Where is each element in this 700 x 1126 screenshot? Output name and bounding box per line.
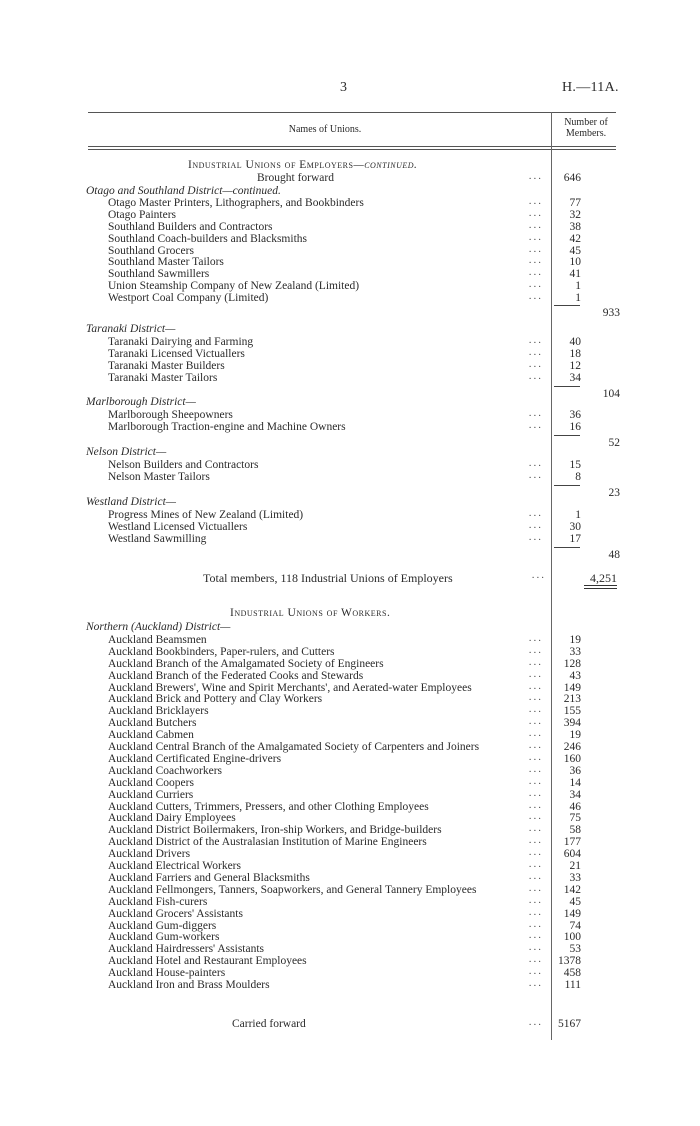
workers-row-9-label: Auckland Central Branch of the Amalgamated Society of Carpenters and Joiners <box>108 741 480 753</box>
westland-subtotal-rule <box>554 547 580 548</box>
nelson-row-1 <box>0 468 700 483</box>
marlborough-row-0-label: Marlborough Sheepowners <box>108 408 233 421</box>
employers-heading-cont: —continued. <box>353 159 418 171</box>
workers-row-28-label: Auckland House-painters <box>108 967 226 980</box>
workers-row-10-leader: ... <box>528 750 543 763</box>
marlborough-row-1-value: 16 <box>569 420 581 433</box>
workers-row-6-label: Auckland Bricklayers <box>108 705 209 718</box>
workers-row-18-value: 604 <box>563 848 581 861</box>
workers-row-23-leader: ... <box>528 905 543 918</box>
workers-row-26 <box>0 943 700 955</box>
workers-row-2-value: 128 <box>563 657 581 670</box>
district-taranaki-label: Taranaki District— <box>86 323 176 335</box>
otago-row-7-leader: ... <box>528 278 543 291</box>
workers-row-4-value: 149 <box>563 681 581 694</box>
workers-row-25-label: Auckland Gum-workers <box>108 931 220 944</box>
names-column-header: Names of Unions. <box>288 124 362 135</box>
workers-row-0-value: 19 <box>569 633 581 646</box>
westland-row-2 <box>0 530 700 545</box>
workers-heading-text: Industrial Unions of Workers. <box>230 607 391 619</box>
otago-row-3-label: Southland Coach-builders and Blacksmiths <box>108 232 307 245</box>
workers-row-10 <box>0 750 700 765</box>
workers-row-12-leader: ... <box>528 774 543 787</box>
members-header-line1: Number of <box>564 117 608 128</box>
employers-heading-text: Industrial Unions of Employers <box>188 159 354 171</box>
workers-row-18 <box>0 848 700 860</box>
document-reference: H.—11A. <box>562 80 619 95</box>
workers-row-16-value: 58 <box>569 824 581 837</box>
workers-row-22 <box>0 893 700 908</box>
district-otago-label: Otago and Southland District—continued. <box>86 185 281 197</box>
workers-row-3-value: 43 <box>569 669 581 682</box>
otago-row-1 <box>0 206 700 221</box>
workers-row-18-leader: ... <box>528 846 543 859</box>
workers-row-5-value: 213 <box>563 693 581 706</box>
workers-row-17-value: 177 <box>563 836 581 849</box>
westland-row-1-value: 30 <box>569 520 581 533</box>
otago-row-0-value: 77 <box>569 196 581 209</box>
table-header-rule <box>88 146 616 147</box>
workers-row-23-value: 149 <box>563 907 581 920</box>
westland-row-0-label: Progress Mines of New Zealand (Limited) <box>108 508 304 521</box>
workers-row-21 <box>0 881 700 896</box>
workers-row-29-leader: ... <box>528 977 543 989</box>
district-marlborough <box>0 396 700 408</box>
workers-row-16-leader: ... <box>528 822 543 835</box>
taranaki-row-1-label: Taranaki Licensed Victuallers <box>108 347 245 360</box>
otago-row-5-leader: ... <box>528 254 543 267</box>
workers-row-16 <box>0 824 700 836</box>
workers-row-11 <box>0 762 700 777</box>
marlborough-row-0-value: 36 <box>569 408 581 421</box>
otago-row-1-value: 32 <box>569 208 581 221</box>
nelson-subtotal: 23 <box>608 486 620 499</box>
workers-row-20-label: Auckland Farriers and General Blacksmiths <box>108 871 310 884</box>
taranaki-row-0-label: Taranaki Dairying and Farming <box>108 335 254 348</box>
workers-row-27-value: 1378 <box>558 955 581 968</box>
workers-row-14-leader: ... <box>528 798 543 811</box>
workers-row-14 <box>0 798 700 813</box>
workers-row-0-leader: ... <box>528 631 543 644</box>
westland-row-2-leader: ... <box>528 530 543 543</box>
workers-row-28 <box>0 967 700 979</box>
otago-row-5-label: Southland Master Tailors <box>108 256 224 269</box>
workers-row-4 <box>0 679 700 694</box>
workers-row-5-leader: ... <box>528 691 543 704</box>
taranaki-row-0 <box>0 333 700 348</box>
taranaki-row-3 <box>0 369 700 384</box>
brought-forward <box>0 172 700 184</box>
workers-row-17-leader: ... <box>528 834 543 847</box>
workers-row-29-label: Auckland Iron and Brass Moulders <box>108 979 270 991</box>
nelson-row-1-label: Nelson Master Tailors <box>108 470 210 483</box>
otago-row-8-leader: ... <box>528 290 543 303</box>
workers-row-10-value: 160 <box>563 752 581 765</box>
westland-row-0-value: 1 <box>575 508 581 521</box>
otago-row-4-value: 45 <box>569 244 581 257</box>
workers-row-15-value: 75 <box>569 812 581 825</box>
workers-row-1-value: 33 <box>569 645 581 658</box>
workers-row-26-label: Auckland Hairdressers' Assistants <box>108 943 265 956</box>
otago-row-8-label: Westport Coal Company (Limited) <box>108 292 269 305</box>
workers-row-17-label: Auckland District of the Australasian Institution of Marine Engineers <box>108 836 427 849</box>
workers-row-3 <box>0 667 700 682</box>
taranaki-subtotal: 104 <box>602 387 620 400</box>
westland-row-0-leader: ... <box>528 506 543 519</box>
district-otago-cont: —continued. <box>222 185 281 197</box>
otago-row-0-label: Otago Master Printers, Lithographers, and Bookbinders <box>108 196 364 209</box>
brought-forward-label: Brought forward <box>257 172 334 184</box>
workers-row-16-label: Auckland District Boilermakers, Iron-ship Workers, and Bridge-builders <box>108 824 442 837</box>
otago-row-4-label: Southland Grocers <box>108 244 194 257</box>
marlborough-row-1-leader: ... <box>528 418 543 431</box>
workers-row-15-label: Auckland Dairy Employees <box>108 812 236 825</box>
taranaki-row-3-label: Taranaki Master Tailors <box>108 371 218 384</box>
district-northern-label: Northern (Auckland) District— <box>86 621 231 633</box>
workers-row-15-leader: ... <box>528 810 543 823</box>
workers-row-11-label: Auckland Coachworkers <box>108 764 223 777</box>
taranaki-row-0-leader: ... <box>528 333 543 346</box>
workers-row-25-value: 100 <box>563 931 581 944</box>
otago-row-2-value: 38 <box>569 220 581 233</box>
nelson-row-1-leader: ... <box>528 468 543 481</box>
nelson-row-0-leader: ... <box>528 456 543 469</box>
workers-row-14-value: 46 <box>569 800 581 813</box>
workers-row-8-label: Auckland Cabmen <box>108 729 194 742</box>
workers-row-20-leader: ... <box>528 869 543 882</box>
workers-row-12 <box>0 774 700 789</box>
workers-row-22-value: 45 <box>569 895 581 908</box>
carried-forward <box>0 1018 700 1030</box>
otago-row-8-value: 1 <box>575 292 581 305</box>
workers-row-5 <box>0 693 700 705</box>
workers-row-26-value: 53 <box>569 943 581 956</box>
workers-row-1-leader: ... <box>528 643 543 656</box>
workers-row-19 <box>0 860 700 872</box>
district-northern <box>0 621 700 633</box>
workers-row-11-leader: ... <box>528 762 543 775</box>
employers-total-label: Total members, 118 Industrial Unions of Employers <box>203 571 453 585</box>
workers-row-21-value: 142 <box>563 883 581 896</box>
otago-row-1-label: Otago Painters <box>108 208 177 221</box>
otago-row-6-label: Southland Sawmillers <box>108 268 210 281</box>
carried-forward-leader: ... <box>528 1016 543 1028</box>
workers-row-28-value: 458 <box>563 967 581 980</box>
workers-row-19-value: 21 <box>569 860 581 872</box>
workers-row-15 <box>0 812 700 824</box>
workers-row-18-label: Auckland Drivers <box>108 848 191 861</box>
otago-row-7-label: Union Steamship Company of New Zealand (Limited) <box>108 280 360 293</box>
workers-row-6 <box>0 705 700 717</box>
otago-row-7 <box>0 280 700 292</box>
workers-row-1 <box>0 643 700 658</box>
otago-row-0 <box>0 194 700 209</box>
district-taranaki <box>0 323 700 335</box>
workers-row-7 <box>0 717 700 729</box>
otago-row-2-label: Southland Builders and Contractors <box>108 220 273 233</box>
workers-row-24 <box>0 917 700 932</box>
otago-row-5-value: 10 <box>569 256 581 269</box>
members-header-line2: Members. <box>565 128 607 139</box>
otago-row-6 <box>0 268 700 280</box>
workers-row-24-label: Auckland Gum-diggers <box>108 919 217 932</box>
taranaki-row-2 <box>0 357 700 372</box>
total-double-rule <box>584 585 617 586</box>
members-column-header <box>556 117 616 139</box>
workers-row-13-leader: ... <box>528 786 543 799</box>
workers-row-4-leader: ... <box>528 679 543 692</box>
westland-row-2-value: 17 <box>569 532 581 545</box>
otago-row-6-value: 41 <box>569 268 581 281</box>
workers-row-12-label: Auckland Coopers <box>108 776 194 789</box>
marlborough-subtotal: 52 <box>608 436 620 449</box>
table-top-rule <box>88 112 616 113</box>
workers-row-13-label: Auckland Curriers <box>108 788 194 801</box>
workers-row-13-value: 34 <box>569 788 581 801</box>
workers-row-19-leader: ... <box>528 858 543 870</box>
nelson-row-0 <box>0 456 700 471</box>
marlborough-row-0-leader: ... <box>528 406 543 419</box>
workers-row-27 <box>0 955 700 967</box>
brought-forward-value: 646 <box>563 172 581 184</box>
otago-row-8 <box>0 292 700 304</box>
otago-row-0-leader: ... <box>528 194 543 207</box>
otago-row-3-value: 42 <box>569 232 581 245</box>
workers-row-21-leader: ... <box>528 881 543 894</box>
nelson-subtotal-rule <box>554 485 580 486</box>
otago-row-5 <box>0 256 700 268</box>
workers-row-20 <box>0 869 700 884</box>
workers-row-3-leader: ... <box>528 667 543 680</box>
workers-row-0-label: Auckland Beamsmen <box>108 633 207 646</box>
workers-row-9-value: 246 <box>563 741 581 753</box>
otago-row-4-leader: ... <box>528 242 543 255</box>
workers-row-8-value: 19 <box>569 729 581 742</box>
workers-row-17 <box>0 836 700 848</box>
workers-row-27-leader: ... <box>528 953 543 966</box>
workers-row-2 <box>0 655 700 670</box>
workers-row-8-leader: ... <box>528 727 543 740</box>
nelson-row-0-label: Nelson Builders and Contractors <box>108 458 259 471</box>
total-double-rule-2 <box>584 588 617 589</box>
workers-row-29 <box>0 979 700 991</box>
workers-row-20-value: 33 <box>569 871 581 884</box>
workers-row-13 <box>0 786 700 801</box>
district-otago <box>0 185 700 197</box>
westland-row-0 <box>0 506 700 521</box>
district-westland-label: Westland District— <box>86 496 176 508</box>
marlborough-row-0 <box>0 406 700 421</box>
workers-row-7-label: Auckland Butchers <box>108 717 197 730</box>
taranaki-row-3-value: 34 <box>569 371 581 384</box>
district-nelson <box>0 446 700 458</box>
marlborough-row-1 <box>0 418 700 433</box>
otago-row-6-leader: ... <box>528 266 543 279</box>
workers-row-9 <box>0 741 700 753</box>
workers-row-0 <box>0 631 700 646</box>
westland-row-2-label: Westland Sawmilling <box>108 532 207 545</box>
workers-row-3-label: Auckland Branch of the Federated Cooks and Stewards <box>108 669 364 682</box>
workers-row-7-value: 394 <box>563 717 581 730</box>
workers-row-10-label: Auckland Certificated Engine-drivers <box>108 752 282 765</box>
westland-subtotal: 48 <box>608 548 620 561</box>
workers-row-21-label: Auckland Fellmongers, Tanners, Soapworkers, and General Tannery Employees <box>108 883 477 896</box>
westland-row-1 <box>0 518 700 533</box>
westland-row-1-leader: ... <box>528 518 543 531</box>
workers-row-19-label: Auckland Electrical Workers <box>108 860 241 872</box>
carried-forward-label: Carried forward <box>232 1018 306 1030</box>
marlborough-row-1-label: Marlborough Traction-engine and Machine Owners <box>108 420 346 433</box>
workers-row-6-leader: ... <box>528 703 543 716</box>
workers-row-25 <box>0 931 700 943</box>
taranaki-row-1 <box>0 345 700 360</box>
table-header-rule-2 <box>88 149 616 150</box>
otago-row-4 <box>0 242 700 257</box>
taranaki-row-1-value: 18 <box>569 347 581 360</box>
district-nelson-label: Nelson District— <box>86 446 167 458</box>
workers-row-22-leader: ... <box>528 893 543 906</box>
workers-row-2-label: Auckland Branch of the Amalgamated Society of Engineers <box>108 657 384 670</box>
otago-row-3 <box>0 230 700 245</box>
nelson-row-1-value: 8 <box>575 470 581 483</box>
taranaki-row-2-leader: ... <box>528 357 543 370</box>
workers-row-25-leader: ... <box>528 929 543 942</box>
otago-subtotal-rule <box>554 305 580 306</box>
taranaki-row-0-value: 40 <box>569 335 581 348</box>
otago-row-1-leader: ... <box>528 206 543 219</box>
otago-row-2 <box>0 218 700 233</box>
workers-row-7-leader: ... <box>528 715 543 728</box>
workers-row-1-label: Auckland Bookbinders, Paper-rulers, and Cutters <box>108 645 335 658</box>
workers-row-22-label: Auckland Fish-curers <box>108 895 208 908</box>
marlborough-subtotal-rule <box>554 435 580 436</box>
taranaki-row-1-leader: ... <box>528 345 543 358</box>
workers-row-23 <box>0 905 700 920</box>
westland-row-1-label: Westland Licensed Victuallers <box>108 520 248 533</box>
employers-total-dots: ... <box>531 569 546 581</box>
otago-subtotal: 933 <box>602 307 620 319</box>
workers-row-26-leader: ... <box>528 941 543 954</box>
nelson-row-0-value: 15 <box>569 458 581 471</box>
workers-row-4-label: Auckland Brewers', Wine and Spirit Merchants', and Aerated-water Employees <box>108 681 472 694</box>
workers-row-28-leader: ... <box>528 965 543 978</box>
workers-row-2-leader: ... <box>528 655 543 668</box>
taranaki-row-2-label: Taranaki Master Builders <box>108 359 225 372</box>
otago-row-3-leader: ... <box>528 230 543 243</box>
district-marlborough-label: Marlborough District— <box>86 396 196 408</box>
workers-row-5-label: Auckland Brick and Pottery and Clay Workers <box>108 693 323 706</box>
taranaki-row-2-value: 12 <box>569 359 581 372</box>
taranaki-subtotal-rule <box>554 386 580 387</box>
workers-row-23-label: Auckland Grocers' Assistants <box>108 907 243 920</box>
district-westland <box>0 496 700 508</box>
employers-total-value: 4,251 <box>590 571 617 585</box>
otago-row-7-value: 1 <box>575 280 581 293</box>
otago-row-2-leader: ... <box>528 218 543 231</box>
carried-forward-value: 5167 <box>558 1018 581 1030</box>
workers-row-24-value: 74 <box>569 919 581 932</box>
page-number: 3 <box>340 80 347 95</box>
taranaki-row-3-leader: ... <box>528 369 543 382</box>
workers-row-11-value: 36 <box>569 764 581 777</box>
workers-row-9-leader: ... <box>528 739 543 751</box>
workers-row-29-value: 111 <box>564 979 581 991</box>
workers-row-8 <box>0 729 700 741</box>
workers-row-24-leader: ... <box>528 917 543 930</box>
workers-row-12-value: 14 <box>569 776 581 789</box>
workers-row-6-value: 155 <box>563 705 581 718</box>
workers-row-14-label: Auckland Cutters, Trimmers, Pressers, and other Clothing Employees <box>108 800 429 813</box>
brought-forward-leader: ... <box>528 170 543 182</box>
workers-row-27-label: Auckland Hotel and Restaurant Employees <box>108 955 307 968</box>
